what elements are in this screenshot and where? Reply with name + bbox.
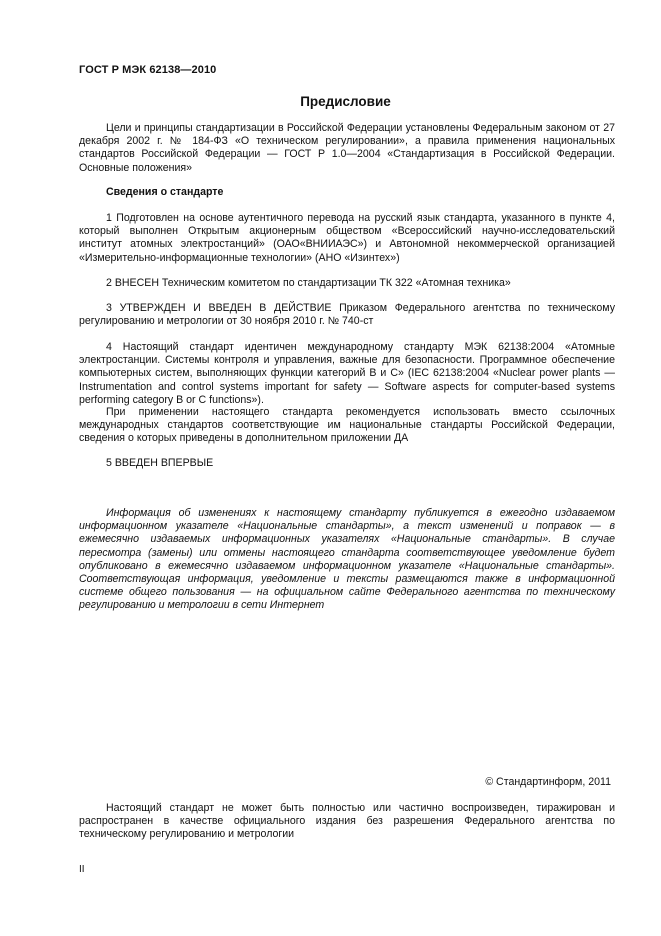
- page-title: Предисловие: [300, 94, 391, 109]
- document-header: ГОСТ Р МЭК 62138—2010: [79, 64, 217, 76]
- copyright-line: © Стандартинформ, 2011: [485, 776, 611, 788]
- info-notice-paragraph: Информация об изменениях к настоящему стандарту публикуется в ежегодно издаваемом информационном указателе «Национальные стандарты», а текст изменений и поправок — в ежемесячно издаваемых информационных указателях «Национальные стандарты». В случае пересмотра (замены) или отмены настоящего стандарта соответствующее уведомление будет опубликовано в ежемесячно издаваемом информационном указателе «Национальные стандарты». Соответствующая информация, уведомление и тексты размещаются также в информационной системе общего пользования — на официальном сайте Федерального агентства по техническому регулированию и метрологии в сети Интернет: [79, 507, 615, 612]
- intro-paragraph: Цели и принципы стандартизации в Российской Федерации установлены Федеральным законом от 27 декабря 2002 г. № 184-ФЗ «О техническом регулировании», а правила применения национальных стандартов Российской Федерации — ГОСТ Р 1.0—2004 «Стандартизация в Российской Федерации. Основные положения»: [79, 122, 615, 174]
- item-5-paragraph: 5 ВВЕДЕН ВПЕРВЫЕ: [106, 457, 214, 469]
- section-heading: Сведения о стандарте: [106, 186, 224, 198]
- page-number: II: [79, 864, 85, 875]
- item-4-note-paragraph: При применении настоящего стандарта рекомендуется использовать вместо ссылочных международных стандартов соответствующие им национальные стандарты Российской Федерации, сведения о которых приведены в дополнительном приложении ДА: [79, 406, 615, 445]
- item-4-paragraph: 4 Настоящий стандарт идентичен международному стандарту МЭК 62138:2004 «Атомные электростанции. Системы контроля и управления, важные для безопасности. Программное обеспечение компьютерных систем, выполняющих функции категорий В и С» (IEC 62138:2004 «Nuclear power plants — Instrumentation and control systems important for safety — Software aspects for computer-based systems performing category B or C functions»).: [79, 341, 615, 406]
- item-1-paragraph: 1 Подготовлен на основе аутентичного перевода на русский язык стандарта, указанного в пункте 4, который выполнен Открытым акционерным обществом «Всероссийский научно-исследовательский институт атомных электростанций» (ОАО«ВНИИАЭС») и Автономной некоммерческой организацией «Измерительно-информационные технологии» (АНО «Изинтех»): [79, 212, 615, 264]
- reproduction-notice-paragraph: Настоящий стандарт не может быть полностью или частично воспроизведен, тиражирован и распространен в качестве официального издания без разрешения Федерального агентства по техническому регулированию и метрологии: [79, 802, 615, 841]
- item-3-paragraph: 3 УТВЕРЖДЕН И ВВЕДЕН В ДЕЙСТВИЕ Приказом Федерального агентства по техническому регулированию и метрологии от 30 ноября 2010 г. № 740-ст: [79, 302, 615, 328]
- item-2-paragraph: 2 ВНЕСЕН Техническим комитетом по стандартизации ТК 322 «Атомная техника»: [106, 277, 511, 289]
